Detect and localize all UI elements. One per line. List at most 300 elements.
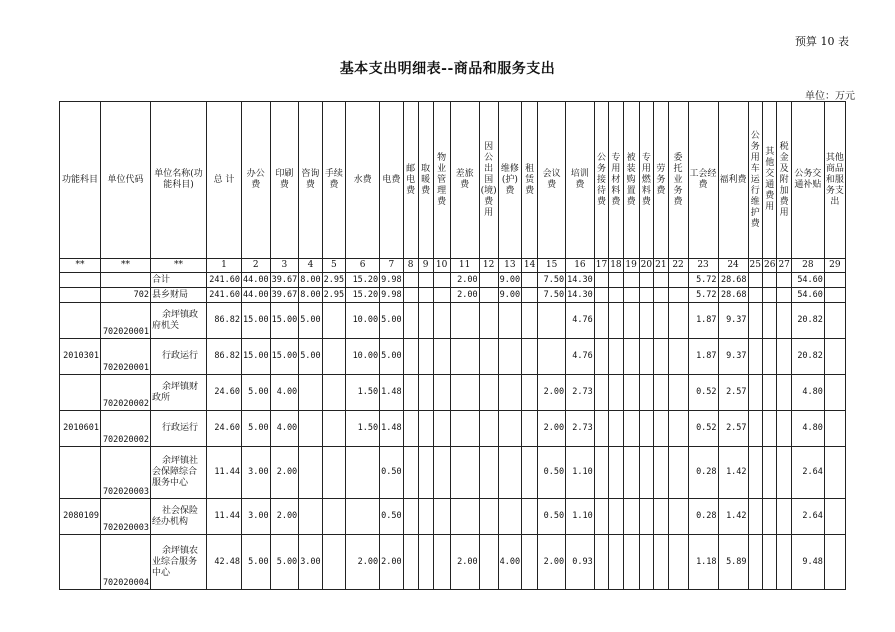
value-cell [498,339,521,375]
value-cell [623,499,639,535]
func-code-cell [60,535,101,590]
value-cell [450,375,479,411]
value-cell [763,447,777,499]
value-cell: 2.57 [718,375,748,411]
value-cell [322,499,345,535]
value-cell [777,447,791,499]
value-cell [639,303,653,339]
value-cell [654,447,668,499]
value-cell: 5.00 [299,303,322,339]
value-cell [433,288,450,303]
column-header-8: 手续费 [322,102,345,259]
value-cell [639,499,653,535]
value-cell [322,447,345,499]
value-cell [654,535,668,590]
column-header-22: 被装购置费 [623,102,639,259]
value-cell: 5.72 [688,288,718,303]
table-row [60,273,846,288]
value-cell [763,288,777,303]
value-cell [403,499,418,535]
value-cell [594,273,608,288]
value-cell [450,499,479,535]
index-cell: 12 [479,259,498,273]
value-cell [479,339,498,375]
value-cell [668,303,688,339]
unit-name-cell: 合计 [151,273,207,288]
value-cell [450,339,479,375]
value-cell [763,499,777,535]
unit-name-cell: 余坪镇政府机关 [151,303,207,339]
value-cell [763,535,777,590]
value-cell [479,499,498,535]
value-cell: 39.67 [270,273,299,288]
value-cell: 1.48 [380,375,403,411]
value-cell [748,273,762,288]
value-cell: 20.82 [791,339,824,375]
value-cell [538,303,566,339]
value-cell [609,273,623,288]
value-cell: 9.00 [498,288,521,303]
value-cell [609,303,623,339]
table-row [60,303,846,339]
value-cell [668,447,688,499]
value-cell [668,375,688,411]
value-cell [403,339,418,375]
value-cell: 1.10 [566,499,595,535]
value-cell [763,411,777,447]
value-cell [522,535,538,590]
column-header-20: 公务接待费 [594,102,608,259]
value-cell [623,273,639,288]
value-cell [777,535,791,590]
unit-label: 单位：万元 [805,91,855,102]
column-header-29: 其他交通费用 [763,102,777,259]
value-cell [623,303,639,339]
value-cell [748,339,762,375]
value-cell [777,303,791,339]
value-cell: 4.00 [270,411,299,447]
value-cell [403,273,418,288]
value-cell: 5.00 [242,375,271,411]
value-cell [668,288,688,303]
value-cell: 0.50 [538,499,566,535]
value-cell [668,339,688,375]
value-cell [824,303,845,339]
value-cell: 15.00 [242,339,271,375]
value-cell [346,447,380,499]
column-header-15: 因公出国(境)费用 [479,102,498,259]
value-cell [763,273,777,288]
unit-code-cell: 702020003 [101,499,151,535]
value-cell [763,303,777,339]
value-cell [522,411,538,447]
value-cell [748,375,762,411]
value-cell [479,303,498,339]
value-cell: 4.00 [498,535,521,590]
column-header-32: 其他商品和服务支出 [824,102,845,259]
table-row [60,411,846,447]
column-header-4: 总 计 [207,102,242,259]
value-cell: 4.76 [566,303,595,339]
value-cell [748,303,762,339]
index-cell: 16 [566,259,595,273]
column-header-26: 工会经费 [688,102,718,259]
value-cell [763,375,777,411]
value-cell [479,411,498,447]
value-cell: 3.00 [299,535,322,590]
value-cell [623,375,639,411]
value-cell: 2.00 [380,535,403,590]
value-cell: 2.00 [450,273,479,288]
value-cell: 28.68 [718,288,748,303]
column-header-17: 租赁费 [522,102,538,259]
value-cell [522,273,538,288]
value-cell [639,339,653,375]
value-cell: 2.00 [270,447,299,499]
value-cell [479,535,498,590]
value-cell: 54.60 [791,273,824,288]
index-cell: 21 [654,259,668,273]
column-header-18: 会议费 [538,102,566,259]
value-cell [824,411,845,447]
value-cell [433,411,450,447]
value-cell: 1.10 [566,447,595,499]
value-cell [748,535,762,590]
value-cell: 1.50 [346,411,380,447]
value-cell: 0.93 [566,535,595,590]
value-cell [522,288,538,303]
value-cell [522,375,538,411]
value-cell [668,499,688,535]
value-cell: 1.48 [380,411,403,447]
value-cell: 15.00 [270,339,299,375]
value-cell: 0.50 [380,499,403,535]
value-cell: 241.60 [207,288,242,303]
index-cell: 9 [418,259,433,273]
value-cell [777,273,791,288]
value-cell: 5.72 [688,273,718,288]
table-row [60,339,846,375]
index-cell: 27 [777,259,791,273]
value-cell [433,303,450,339]
value-cell [639,288,653,303]
value-cell [498,303,521,339]
value-cell: 0.52 [688,411,718,447]
table-row [60,288,846,303]
column-header-5: 办公费 [242,102,271,259]
value-cell [433,447,450,499]
value-cell [538,339,566,375]
value-cell: 44.00 [242,273,271,288]
index-cell: 28 [791,259,824,273]
value-cell [654,499,668,535]
value-cell: 5.00 [270,535,299,590]
value-cell [623,288,639,303]
value-cell: 2.00 [270,499,299,535]
table-row [60,535,846,590]
value-cell [777,375,791,411]
value-cell [418,447,433,499]
index-cell: 1 [207,259,242,273]
value-cell [418,288,433,303]
value-cell [322,375,345,411]
func-code-cell [60,288,101,303]
value-cell: 0.50 [538,447,566,499]
value-cell: 2.00 [538,375,566,411]
column-header-10: 电费 [380,102,403,259]
value-cell [450,447,479,499]
value-cell [777,411,791,447]
value-cell: 4.00 [270,375,299,411]
value-cell: 3.00 [242,447,271,499]
value-cell [623,411,639,447]
column-header-21: 专用材料费 [609,102,623,259]
value-cell [299,411,322,447]
value-cell: 0.28 [688,499,718,535]
column-header-1: 功能科目 [60,102,101,259]
value-cell: 5.89 [718,535,748,590]
column-header-9: 水费 [346,102,380,259]
value-cell [824,447,845,499]
index-cell: 23 [688,259,718,273]
column-header-6: 印刷费 [270,102,299,259]
value-cell [654,375,668,411]
column-header-2: 单位代码 [101,102,151,259]
value-cell [450,303,479,339]
value-cell [498,447,521,499]
value-cell [777,499,791,535]
value-cell [594,411,608,447]
value-cell: 2.95 [322,273,345,288]
func-code-cell [60,303,101,339]
value-cell: 24.60 [207,375,242,411]
value-cell [479,273,498,288]
value-cell [639,375,653,411]
value-cell: 39.67 [270,288,299,303]
page-title: 基本支出明细表--商品和服务支出 [339,61,556,77]
func-code-cell [60,375,101,411]
value-cell: 3.00 [242,499,271,535]
value-cell: 1.42 [718,447,748,499]
value-cell [639,273,653,288]
value-cell: 5.00 [299,339,322,375]
column-header-30: 税金及附加费用 [777,102,791,259]
value-cell [777,339,791,375]
value-cell [403,288,418,303]
index-cell: 4 [299,259,322,273]
value-cell [322,303,345,339]
value-cell: 1.18 [688,535,718,590]
value-cell: 2.00 [450,535,479,590]
value-cell [522,447,538,499]
value-cell: 2.00 [346,535,380,590]
value-cell [498,375,521,411]
value-cell: 9.37 [718,303,748,339]
value-cell: 4.80 [791,411,824,447]
value-cell: 11.44 [207,447,242,499]
value-cell [668,273,688,288]
value-cell [594,288,608,303]
table-row [60,447,846,499]
value-cell [433,273,450,288]
value-cell: 0.28 [688,447,718,499]
unit-name-cell: 余坪镇社会保障综合服务中心 [151,447,207,499]
value-cell [594,303,608,339]
value-cell: 9.37 [718,339,748,375]
value-cell [609,499,623,535]
func-code-cell: 2010601 [60,411,101,447]
value-cell: 2.00 [538,535,566,590]
index-cell: 5 [322,259,345,273]
value-cell: 86.82 [207,303,242,339]
value-cell [654,411,668,447]
value-cell [824,375,845,411]
func-code-cell [60,273,101,288]
value-cell [654,273,668,288]
value-cell: 1.87 [688,303,718,339]
unit-code-cell: 702020001 [101,339,151,375]
value-cell: 2.64 [791,447,824,499]
index-cell: 25 [748,259,762,273]
value-cell [322,339,345,375]
value-cell [403,411,418,447]
index-cell: 19 [623,259,639,273]
column-header-12: 取暖费 [418,102,433,259]
value-cell [777,288,791,303]
value-cell [403,303,418,339]
value-cell [418,303,433,339]
value-cell: 9.98 [380,273,403,288]
unit-code-cell: 702020001 [101,303,151,339]
value-cell [433,499,450,535]
column-header-16: 维修(护)费 [498,102,521,259]
value-cell [824,339,845,375]
value-cell: 7.50 [538,273,566,288]
index-cell: ** [60,259,101,273]
index-cell: 20 [639,259,653,273]
value-cell: 2.57 [718,411,748,447]
value-cell: 5.00 [380,303,403,339]
value-cell: 44.00 [242,288,271,303]
value-cell [322,535,345,590]
value-cell [418,339,433,375]
unit-name-cell: 社会保险经办机构 [151,499,207,535]
value-cell [748,447,762,499]
value-cell: 42.48 [207,535,242,590]
value-cell [668,411,688,447]
value-cell: 15.20 [346,273,380,288]
unit-code-cell [101,273,151,288]
value-cell: 2.00 [450,288,479,303]
value-cell [748,288,762,303]
value-cell [609,375,623,411]
column-header-25: 委托业务费 [668,102,688,259]
value-cell: 15.00 [270,303,299,339]
value-cell [824,535,845,590]
value-cell [594,447,608,499]
value-cell [403,375,418,411]
value-cell: 9.00 [498,273,521,288]
unit-code-cell: 702020004 [101,535,151,590]
value-cell [763,339,777,375]
column-header-13: 物业管理费 [433,102,450,259]
value-cell: 24.60 [207,411,242,447]
page-label: 预算 10 表 [795,35,849,48]
value-cell [450,411,479,447]
value-cell [418,411,433,447]
column-header-24: 劳务费 [654,102,668,259]
value-cell [433,375,450,411]
value-cell: 15.00 [242,303,271,339]
value-cell: 2.00 [538,411,566,447]
value-cell [479,288,498,303]
value-cell: 8.00 [299,273,322,288]
value-cell [824,273,845,288]
value-cell: 1.87 [688,339,718,375]
value-cell [498,499,521,535]
value-cell: 15.20 [346,288,380,303]
unit-name-cell: 县乡财局 [151,288,207,303]
value-cell [299,447,322,499]
value-cell [609,339,623,375]
value-cell: 86.82 [207,339,242,375]
unit-name-cell: 行政运行 [151,339,207,375]
value-cell [668,535,688,590]
value-cell: 9.98 [380,288,403,303]
value-cell [403,447,418,499]
column-header-3: 单位名称(功能科目) [151,102,207,259]
index-cell: 29 [824,259,845,273]
value-cell [654,303,668,339]
column-header-28: 公务用车运行维护费 [748,102,762,259]
value-cell: 8.00 [299,288,322,303]
value-cell [639,535,653,590]
column-header-14: 差旅费 [450,102,479,259]
value-cell [654,339,668,375]
value-cell: 2.64 [791,499,824,535]
index-cell: 15 [538,259,566,273]
value-cell: 2.73 [566,375,595,411]
value-cell: 5.00 [242,411,271,447]
index-cell: 17 [594,259,608,273]
value-cell: 14.30 [566,273,595,288]
value-cell: 4.80 [791,375,824,411]
index-cell: 13 [498,259,521,273]
unit-name-cell: 余坪镇财政所 [151,375,207,411]
value-cell [322,411,345,447]
value-cell [479,375,498,411]
value-cell [418,499,433,535]
value-cell [522,303,538,339]
value-cell: 5.00 [242,535,271,590]
index-cell: 24 [718,259,748,273]
table-row [60,499,846,535]
expense-table [59,101,846,590]
column-header-7: 咨询费 [299,102,322,259]
index-cell: ** [151,259,207,273]
unit-name-cell: 余坪镇农业综合服务中心 [151,535,207,590]
value-cell [418,375,433,411]
value-cell [403,535,418,590]
value-cell [346,499,380,535]
index-cell: 2 [242,259,271,273]
value-cell: 20.82 [791,303,824,339]
value-cell: 10.00 [346,339,380,375]
unit-name-cell: 行政运行 [151,411,207,447]
value-cell [522,339,538,375]
value-cell: 241.60 [207,273,242,288]
column-header-23: 专用燃料费 [639,102,653,259]
